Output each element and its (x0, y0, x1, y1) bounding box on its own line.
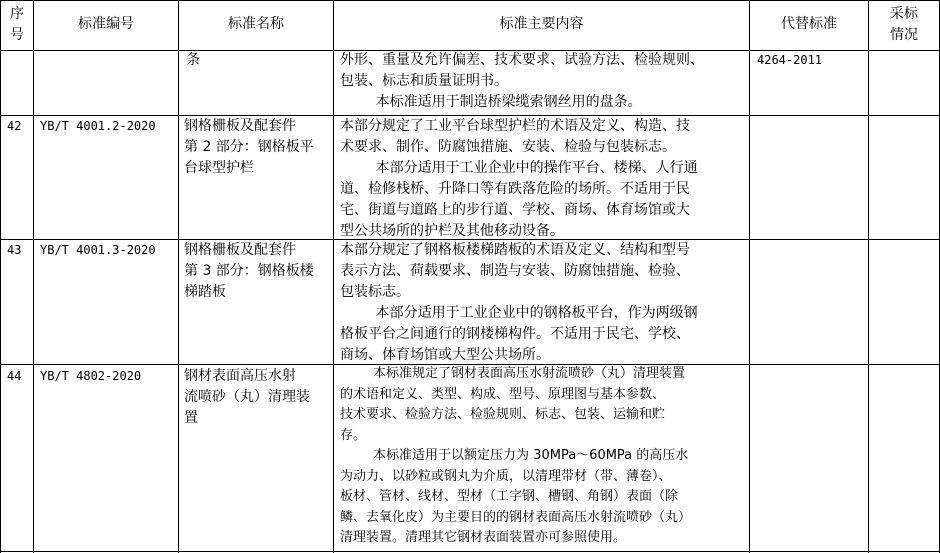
header-name: 标准名称 (228, 16, 284, 32)
column-divider (749, 0, 750, 553)
row-3-name: 钢材表面高压水射 流喷砂（丸）清理装 置 (184, 368, 310, 426)
header-seq: 序 号 (10, 6, 24, 43)
table-border-bottom (0, 551, 940, 552)
table-border-top (0, 0, 940, 1)
row-1-seq: 42 (7, 119, 22, 133)
row-2-code: YB/T 4001.3-2020 (40, 243, 156, 257)
row-2-name: 钢格栅板及配套件 第 3 部分：钢格板楼 梯踏板 (184, 242, 314, 300)
column-divider (333, 0, 334, 553)
row-2-content: 本部分规定了钢格板楼梯踏板的术语及定义、结构和型号 表示方法、荷载要求、制造与安装、防腐蚀措施、检验、 包装标志。 本部分适用于工业企业中的钢格板平台，作为两级钢 格板平台之间通行的钢楼梯构件。不适用于民宅、学校、 商场、体育场馆或大型公共场所。 (340, 242, 698, 363)
column-divider (178, 0, 179, 553)
header-code: 标准编号 (78, 16, 134, 32)
row-0-content: 外形、重量及允许偏差、技术要求、试验方法、检验规则、 包装、标志和质量证明书。 本标准适用于制造桥梁缆索钢丝用的盘条。 (340, 52, 704, 110)
row-1-code: YB/T 4001.2-2020 (40, 119, 156, 133)
header-content: 标准主要内容 (499, 16, 584, 32)
row-1-name: 钢格栅板及配套件 第 2 部分：钢格板平 台球型护栏 (184, 118, 314, 176)
header-adopt: 采标 情况 (890, 6, 918, 43)
row-2-seq: 43 (7, 243, 22, 257)
row-3-seq: 44 (7, 369, 22, 383)
column-divider (0, 0, 1, 553)
header-replace: 代替标准 (781, 16, 837, 32)
row-0-replace: 4264-2011 (757, 53, 823, 67)
row-3-content: 本标准规定了钢材表面高压水射流喷砂（丸）清理装置 的术语和定义、类型、构成、型号、原理图与基本参数、 技术要求、检验方法、检验规则、标志、包装、运输和贮 存。 本标准适用于以额定压力为 30MPa～60MPa 的高压水 为动力、以砂粒或钢丸为介质，以清理带材（带、薄卷）、 板材、管材、线材、型材（工字钢、槽钢、角钢）表面（除 鳞、去氧化皮）为主要目的的钢材表面高压水射流喷砂（丸） 清理装置。清理其它钢材表面装置亦可参照使用。 (340, 366, 692, 545)
column-divider (868, 0, 869, 553)
row-3-code: YB/T 4802-2020 (40, 369, 142, 383)
row-0-name: 条 (186, 52, 200, 68)
row-1-content: 本部分规定了工业平台球型护栏的术语及定义、构造、技 术要求、制作、防腐蚀措施、安装、检验与包装标志。 本部分适用于工业企业中的操作平台、楼梯、人行通 道、检修栈桥、升降口等有跌落危险的场所。不适用于民 宅、街道与道路上的步行道、学校、商场、体育场馆或大 型公共场所的护栏及其他移动设备。 (340, 118, 698, 239)
column-divider (33, 0, 34, 553)
